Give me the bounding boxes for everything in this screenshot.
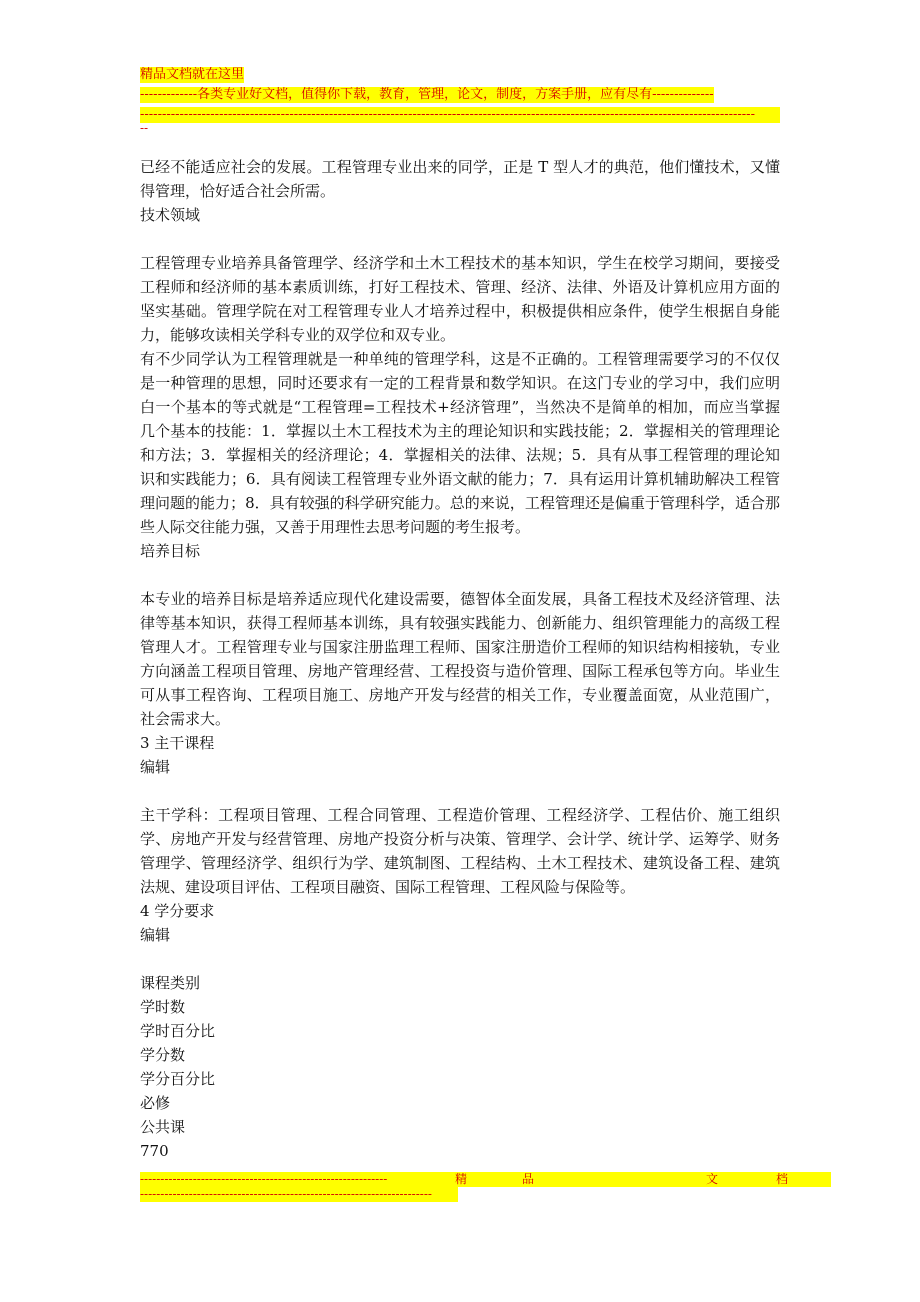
paragraph-intro: 已经不能适应社会的发展。工程管理专业出来的同学，正是 T 型人才的典范，他们懂技术，又懂得管理，恰好适合社会所需。: [140, 158, 780, 200]
table-cell: 学时百分比: [140, 1022, 216, 1040]
footer-banner: [140, 1172, 831, 1202]
header-divider: [140, 107, 780, 127]
table-cell: 学分数: [140, 1046, 186, 1064]
section-heading-course: 3 主干课程: [140, 734, 215, 752]
footer-char: 精: [455, 1172, 468, 1186]
paragraph-goal: 本专业的培养目标是培养适应现代化建设需要，德智体全面发展，具备工程技术及经济管理、法律等基本知识，获得工程师基本训练，具有较强实践能力、创新能力、组织管理能力的高级工程管理人才。工程管理专业与国家注册监理工程师、国家注册造价工程师的知识结构相接轨，专业方向涵盖工程项目管理、房地产管理经营、工程投资与造价管理、国际工程承包等方向。毕业生可从事工程咨询、工程项目施工、房地产开发与经营的相关工作，专业覆盖面宽，从业范围广，社会需求大。: [140, 590, 780, 728]
section-heading-credit: 4 学分要求: [140, 902, 215, 920]
footer-char: 档: [776, 1172, 789, 1186]
paragraph-courses: 主干学科：工程项目管理、工程合同管理、工程造价管理、工程经济学、工程估价、施工组织学、房地产开发与经营管理、房地产投资分析与决策、管理学、会计学、统计学、运筹学、财务管理学、管理经济学、组织行为学、建筑制图、工程结构、土木工程技术、建筑设备工程、建筑法规、建设项目评估、工程项目融资、国际工程管理、工程风险与保险等。: [140, 806, 780, 896]
footer-char: 品: [522, 1172, 535, 1186]
paragraph-tech: 工程管理专业培养具备管理学、经济学和土木工程技术的基本知识，学生在校学习期间，要接受工程师和经济师的基本素质训练，打好工程技术、管理、经济、法律、外语及计算机应用方面的坚实基础。管理学院在对工程管理专业人才培养过程中，积极提供相应条件，使学生根据自身能力，能够攻读相关学科专业的双学位和双专业。: [140, 254, 780, 344]
header-title-text: 精品文档就在这里: [140, 67, 245, 82]
footer-char: 文: [706, 1172, 719, 1186]
edit-link-course[interactable]: 编辑: [140, 758, 171, 776]
footer-dashes: -------------------------------------------------------------: [140, 1172, 388, 1186]
table-cell: 课程类别: [140, 974, 201, 992]
document-body: [140, 155, 780, 1163]
table-cell: 770: [140, 1142, 169, 1160]
header-tagline-text: -------------各类专业好文档，值得你下载，教育，管理，论文，制度，方案手册，应有尽有--------------: [140, 87, 714, 102]
table-cell: 必修: [140, 1094, 171, 1112]
footer-row-2: [140, 1187, 458, 1202]
table-cell: 公共课: [140, 1118, 186, 1136]
section-heading-tech: 技术领域: [140, 206, 201, 224]
header-divider-tail: --: [140, 121, 149, 135]
footer-dashes-2: ------------------------------------------------------------------------: [140, 1187, 432, 1201]
header-tagline: [140, 87, 780, 107]
paragraph-skills: 有不少同学认为工程管理就是一种单纯的管理学科，这是不正确的。工程管理需要学习的不仅仅是一种管理的思想，同时还要求有一定的工程背景和数学知识。在这门专业的学习中，我们应明白一个基本的等式就是“工程管理=工程技术+经济管理”，当然决不是简单的相加，而应当掌握几个基本的技能：1．掌握以土木工程技术为主的理论知识和实践技能；2．掌握相关的管理理论和方法；3．掌握相关的经济理论；4．掌握相关的法律、法规；5．具有从事工程管理的理论知识和实践能力；6．具有阅读工程管理专业外语文献的能力；7．具有运用计算机辅助解决工程管理问题的能力；8．具有较强的科学研究能力。总的来说，工程管理还是偏重于管理科学，适合那些人际交往能力强，又善于用理性去思考问题的考生报考。: [140, 350, 780, 536]
header-divider-text: --------------------------------------------------------------------------------------------------------------------------------------------: [140, 107, 780, 123]
table-cell: 学时数: [140, 998, 186, 1016]
header-title: [140, 67, 780, 87]
section-heading-goal: 培养目标: [140, 542, 201, 560]
footer-row-1: [140, 1172, 831, 1187]
table-cell: 学分百分比: [140, 1070, 216, 1088]
edit-link-credit[interactable]: 编辑: [140, 926, 171, 944]
